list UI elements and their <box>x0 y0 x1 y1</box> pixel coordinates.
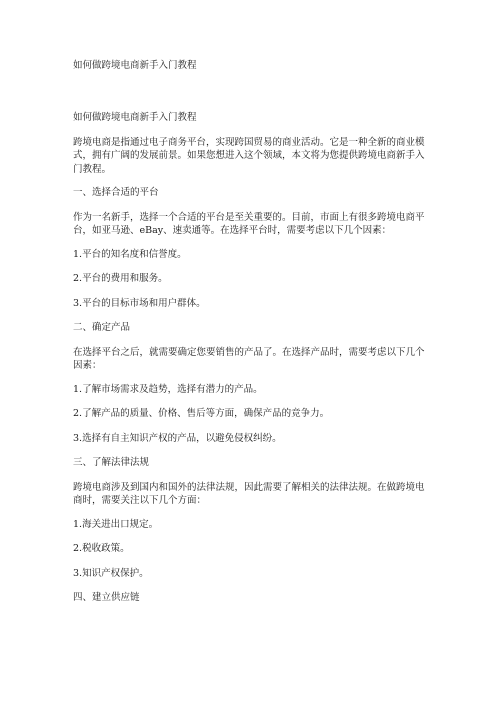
list-item: 2.税收政策。 <box>73 543 130 554</box>
document-header-title: 如何做跨境电商新手入门教程 <box>73 60 197 71</box>
section-heading-supply-chain: 四、建立供应链 <box>73 592 140 603</box>
list-item: 2.平台的费用和服务。 <box>73 273 168 284</box>
section-heading-law: 三、了解法律法规 <box>73 457 150 468</box>
section-heading-platform: 一、选择合适的平台 <box>73 187 159 198</box>
platform-paragraph: 作为一名新手，选择一个合适的平台是至关重要的。目前，市面上有很多跨境电商平台，如亚马逊、eBay、速卖通等。在选择平台时，需要考虑以下几个因素： <box>73 211 425 236</box>
list-item: 2.了解产品的质量、价格、售后等方面，确保产品的竞争力。 <box>73 408 330 419</box>
list-item: 1.平台的知名度和信誉度。 <box>73 248 187 260</box>
body-title: 如何做跨境电商新手入门教程 <box>73 112 197 123</box>
list-item: 3.知识产权保护。 <box>73 567 149 579</box>
list-item: 1.海关进出口规定。 <box>73 518 159 530</box>
product-paragraph: 在选择平台之后，就需要确定您要销售的产品了。在选择产品时，需要考虑以下几个因素： <box>73 346 425 371</box>
intro-paragraph: 跨境电商是指通过电子商务平台，实现跨国贸易的商业活动。它是一种全新的商业模式，拥有广阔的发展前景。如果您想进入这个领域，本文将为您提供跨境电商新手入门教程。 <box>73 136 425 175</box>
list-item: 3.选择有自主知识产权的产品，以避免侵权纠纷。 <box>73 432 282 444</box>
list-item: 3.平台的目标市场和用户群体。 <box>73 297 206 309</box>
law-paragraph: 跨境电商涉及到国内和国外的法律法规，因此需要了解相关的法律法规。在做跨境电商时，需要关注以下几个方面： <box>73 481 425 506</box>
document-body <box>73 111 428 616</box>
section-heading-product: 二、确定产品 <box>73 322 131 333</box>
list-item: 1.了解市场需求及趋势，选择有潜力的产品。 <box>73 383 263 395</box>
